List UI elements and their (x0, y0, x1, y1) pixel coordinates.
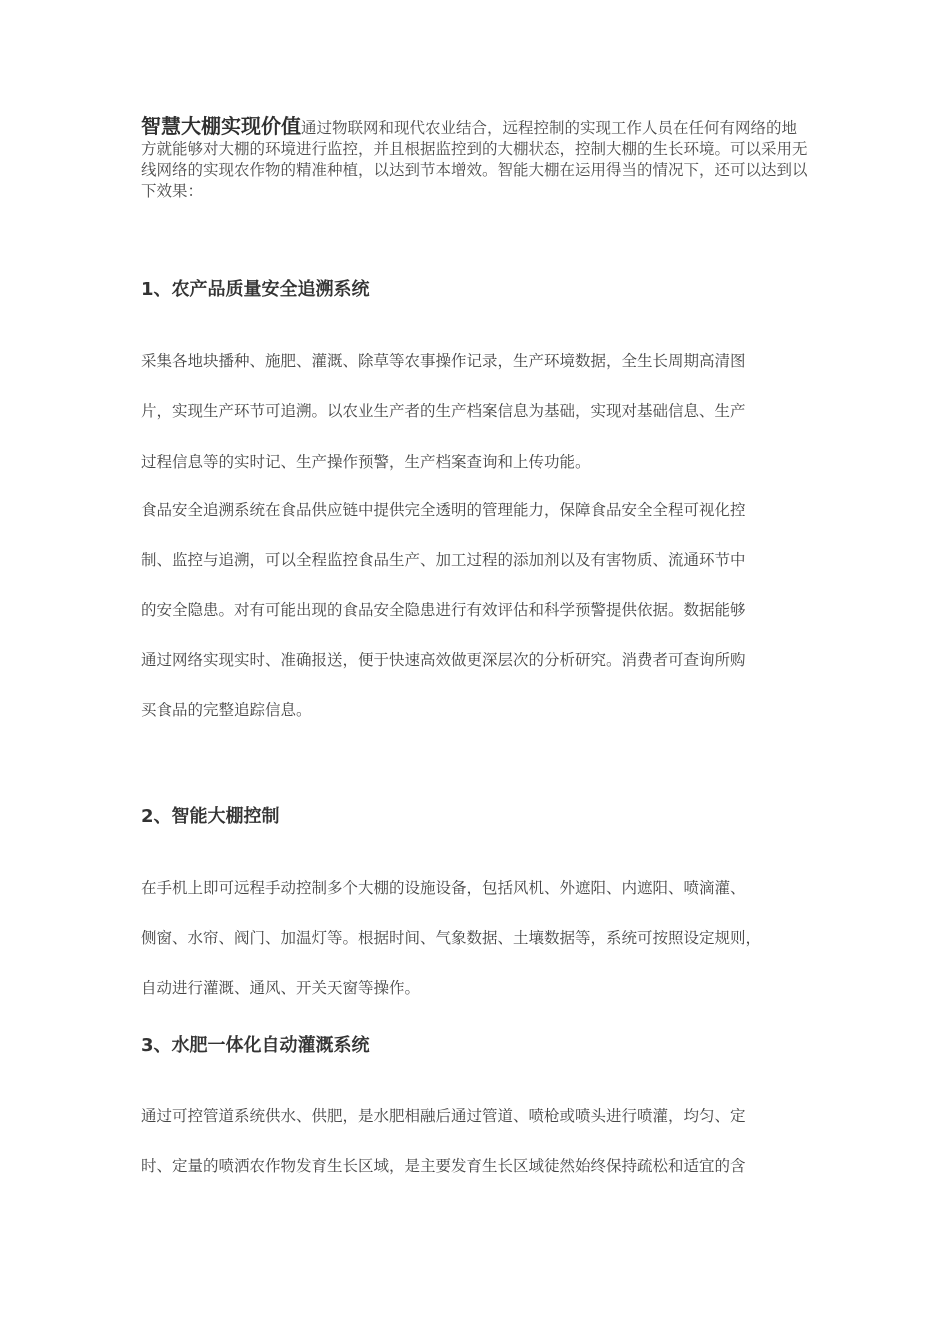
intro-paragraph (141, 116, 811, 202)
section-2-line: 自动进行灌溉、通风、开关天窗等操作。 (141, 979, 421, 997)
section-3-line: 时、定量的喷洒农作物发育生长区域，是主要发育生长区域徒然始终保持疏松和适宜的含 (141, 1157, 746, 1175)
section-1-line: 制、监控与追溯，可以全程监控食品生产、加工过程的添加剂以及有害物质、流通环节中 (141, 551, 746, 569)
section-1-line: 的安全隐患。对有可能出现的食品安全隐患进行有效评估和科学预警提供依据。数据能够 (141, 601, 746, 619)
section-2-line: 在手机上即可远程手动控制多个大棚的设施设备，包括风机、外遮阳、内遮阳、喷滴灌、 (141, 879, 746, 897)
section-1-heading: 1、农产品质量安全追溯系统 (141, 279, 370, 300)
section-3-line: 通过可控管道系统供水、供肥，是水肥相融后通过管道、喷枪或喷头进行喷灌，均匀、定 (141, 1107, 746, 1125)
section-1-line: 通过网络实现实时、准确报送，便于快速高效做更深层次的分析研究。消费者可查询所购 (141, 651, 746, 669)
intro-text: 通过物联网和现代农业结合，远程控制的实现工作人员在任何有网络的地方就能够对大棚的环境进行监控，并且根据监控到的大棚状态，控制大棚的生长环境。可以采用无线网络的实现农作物的精准种植，以达到节本增效。智能大棚在运用得当的情况下，还可以达到以下效果： (141, 119, 808, 200)
section-1-line: 片，实现生产环节可追溯。以农业生产者的生产档案信息为基础，实现对基础信息、生产 (141, 402, 746, 420)
section-1-line: 食品安全追溯系统在食品供应链中提供完全透明的管理能力，保障食品安全全程可视化控 (141, 501, 746, 519)
section-2-line: 侧窗、水帘、阀门、加温灯等。根据时间、气象数据、土壤数据等，系统可按照设定规则， (141, 929, 762, 947)
section-3-heading: 3、水肥一体化自动灌溉系统 (141, 1035, 370, 1056)
section-1-line: 过程信息等的实时记、生产操作预警，生产档案查询和上传功能。 (141, 453, 591, 471)
section-2-heading: 2、智能大棚控制 (141, 806, 280, 827)
intro-lead-title: 智慧大棚实现价值 (141, 114, 301, 138)
section-1-line: 采集各地块播种、施肥、灌溉、除草等农事操作记录，生产环境数据，全生长周期高清图 (141, 352, 746, 370)
section-1-line: 买食品的完整追踪信息。 (141, 701, 312, 719)
